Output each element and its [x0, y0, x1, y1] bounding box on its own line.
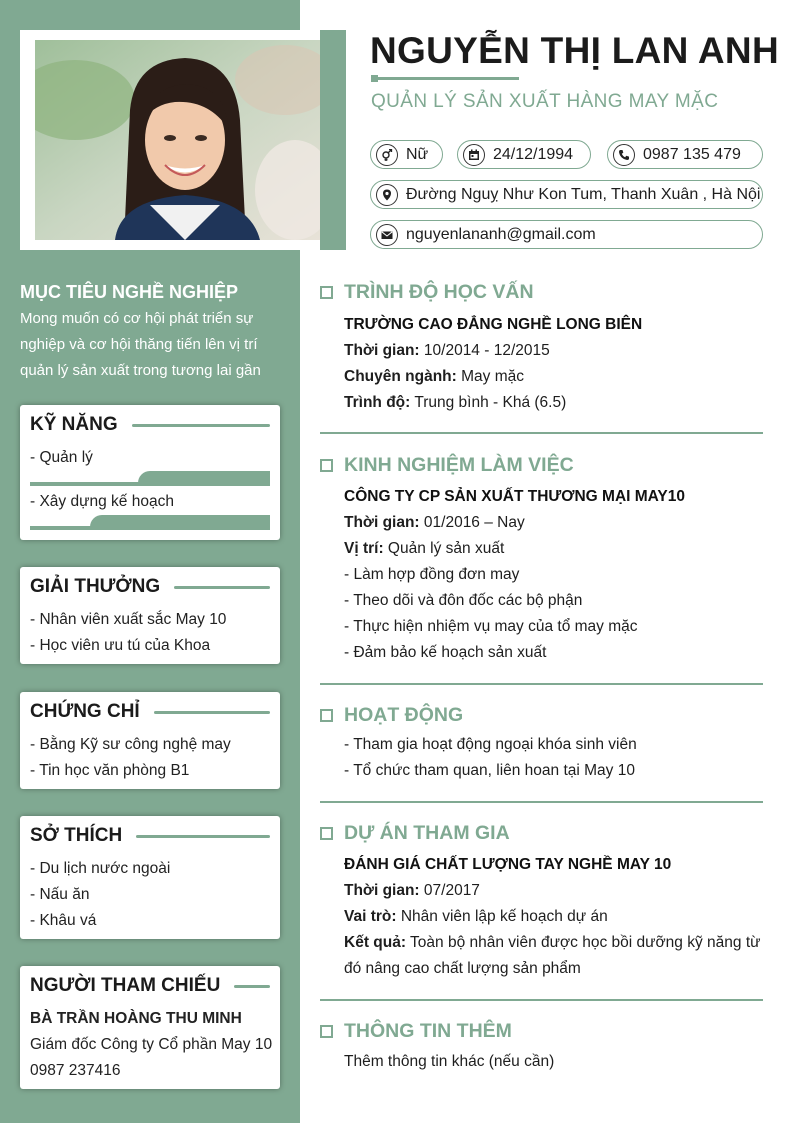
location-pin-icon — [376, 184, 398, 206]
reference-role: Giám đốc Công ty Cổ phần May 10 — [30, 1036, 273, 1053]
experience-position — [344, 536, 504, 562]
activity-item: - Tổ chức tham quan, liên hoan tại May 10 — [344, 762, 635, 779]
reference-phone: 0987 237416 — [30, 1062, 121, 1079]
references-header — [30, 966, 270, 1006]
field-label: Vị trí: — [344, 540, 384, 557]
phone-value: 0987 135 479 — [643, 145, 741, 163]
field-label: Kết quả: — [344, 934, 406, 951]
certificate-item: - Tin học văn phòng B1 — [30, 762, 190, 779]
hobby-item: - Khâu vá — [30, 912, 97, 929]
duty-item: - Thực hiện nhiệm vụ may của tổ may mặc — [344, 618, 638, 635]
certificates-card — [20, 692, 280, 789]
square-bullet-icon — [320, 827, 333, 840]
awards-header — [30, 567, 270, 607]
section-divider — [320, 801, 763, 803]
section-divider — [320, 683, 763, 685]
field-label: Thời gian: — [344, 882, 420, 899]
reference-name: BÀ TRẦN HOÀNG THU MINH — [30, 1010, 242, 1027]
field-value: 01/2016 – Nay — [419, 514, 525, 531]
skills-title: KỸ NĂNG — [30, 414, 118, 435]
objective-text — [20, 306, 288, 384]
field-value: May mặc — [456, 368, 524, 385]
gender-pill — [370, 140, 443, 169]
award-item: - Học viên ưu tú của Khoa — [30, 637, 211, 654]
certificate-item: - Bằng Kỹ sư công nghệ may — [30, 736, 231, 753]
field-value: 10/2014 - 12/2015 — [419, 342, 550, 359]
hobbies-card — [20, 816, 280, 939]
field-value: Toàn bộ nhân viên được học bồi dưỡng kỹ năng từ — [406, 934, 761, 951]
hobby-item: - Nấu ăn — [30, 886, 90, 903]
project-name: ĐÁNH GIÁ CHẤT LƯỢNG TAY NGHỀ MAY 10 — [344, 856, 672, 873]
field-label: Trình độ: — [344, 394, 411, 411]
hobbies-title: SỞ THÍCH — [30, 825, 123, 846]
gender-icon — [376, 144, 398, 166]
extra-text: Thêm thông tin khác (nếu cần) — [344, 1053, 555, 1070]
birthday-pill — [457, 140, 591, 169]
extra-title: THÔNG TIN THÊM — [344, 1020, 512, 1042]
square-bullet-icon — [320, 286, 333, 299]
section-divider — [320, 432, 763, 434]
divider — [132, 424, 270, 427]
phone-icon — [613, 144, 635, 166]
field-label: Thời gian: — [344, 514, 420, 531]
education-time — [344, 338, 550, 364]
experience-time — [344, 510, 525, 536]
objective-title: MỤC TIÊU NGHỀ NGHIỆP — [20, 282, 239, 302]
candidate-name: NGUYỄN THỊ LAN ANH — [370, 30, 779, 71]
activity-item: - Tham gia hoạt động ngoại khóa sinh viên — [344, 736, 637, 753]
field-value: Trung bình - Khá (6.5) — [410, 394, 567, 411]
education-title: TRÌNH ĐỘ HỌC VẤN — [344, 281, 534, 303]
square-bullet-icon — [320, 1025, 333, 1038]
skill-item — [30, 445, 270, 489]
references-card — [20, 966, 280, 1089]
name-underline — [371, 77, 519, 80]
award-item: - Nhân viên xuất sắc May 10 — [30, 611, 227, 628]
activities-title: HOẠT ĐỘNG — [344, 704, 464, 726]
objective-line: Mong muốn có cơ hội phát triển sự — [20, 310, 254, 327]
duty-item: - Theo dõi và đôn đốc các bộ phận — [344, 592, 583, 609]
profile-photo — [35, 40, 320, 240]
projects-title: DỰ ÁN THAM GIA — [344, 822, 510, 844]
experience-title: KINH NGHIỆM LÀM VIỆC — [344, 454, 574, 476]
gender-value: Nữ — [406, 145, 429, 163]
field-label: Vai trò: — [344, 908, 397, 925]
project-role — [344, 904, 608, 930]
references-title: NGƯỜI THAM CHIẾU — [30, 975, 221, 996]
awards-title: GIẢI THƯỞNG — [30, 576, 161, 597]
address-value: Đường Nguỵ Như Kon Tum, Thanh Xuân , Hà Nội — [406, 185, 761, 203]
divider — [174, 586, 270, 589]
divider — [234, 985, 270, 988]
phone-pill — [607, 140, 763, 169]
skill-label: - Quản lý — [30, 449, 93, 466]
field-value: Nhân viên lập kế hoạch dự án — [396, 908, 608, 925]
skills-card — [20, 405, 280, 540]
duty-item: - Làm hợp đồng đơn may — [344, 566, 520, 583]
project-time — [344, 878, 480, 904]
divider — [154, 711, 270, 714]
square-bullet-icon — [320, 709, 333, 722]
skill-item — [30, 489, 270, 533]
skill-bar-fill — [90, 515, 270, 530]
company-name: CÔNG TY CP SẢN XUẤT THƯƠNG MẠI MAY10 — [344, 488, 686, 505]
email-pill — [370, 220, 763, 249]
field-label: Chuyên ngành: — [344, 368, 457, 385]
objective-line: quản lý sản xuất trong tương lai gần — [20, 362, 261, 379]
skill-level-bar — [30, 515, 270, 530]
project-result — [344, 930, 761, 956]
hobbies-header — [30, 816, 270, 856]
hobby-item: - Du lịch nước ngoài — [30, 860, 171, 877]
objective-line: nghiệp và cơ hội thăng tiến lên vị trí — [20, 336, 258, 353]
address-pill — [370, 180, 763, 209]
job-title: QUẢN LÝ SẢN XUẤT HÀNG MAY MẶC — [371, 91, 719, 112]
skill-label: - Xây dựng kế hoạch — [30, 493, 174, 510]
name-underline-dot — [371, 75, 378, 82]
certificates-title: CHỨNG CHỈ — [30, 701, 140, 722]
email-value: nguyenlananh@gmail.com — [406, 225, 596, 243]
field-value: Quản lý sản xuất — [383, 540, 505, 557]
duty-item: - Đảm bảo kế hoạch sản xuất — [344, 644, 547, 661]
divider — [136, 835, 270, 838]
school-name: TRƯỜNG CAO ĐẲNG NGHỀ LONG BIÊN — [344, 316, 643, 333]
project-result-cont: đó nâng cao chất lượng sản phẩm — [344, 960, 581, 977]
education-major — [344, 364, 524, 390]
skill-level-bar — [30, 471, 270, 486]
square-bullet-icon — [320, 459, 333, 472]
education-level — [344, 390, 566, 416]
section-divider — [320, 999, 763, 1001]
awards-card — [20, 567, 280, 664]
field-label: Thời gian: — [344, 342, 420, 359]
calendar-icon — [463, 144, 485, 166]
mail-icon — [376, 224, 398, 246]
photo-accent-bar — [320, 30, 346, 250]
birthday-value: 24/12/1994 — [493, 145, 574, 163]
skills-header — [30, 405, 270, 445]
certificates-header — [30, 692, 270, 732]
field-value: 07/2017 — [419, 882, 480, 899]
skill-bar-fill — [138, 471, 270, 486]
